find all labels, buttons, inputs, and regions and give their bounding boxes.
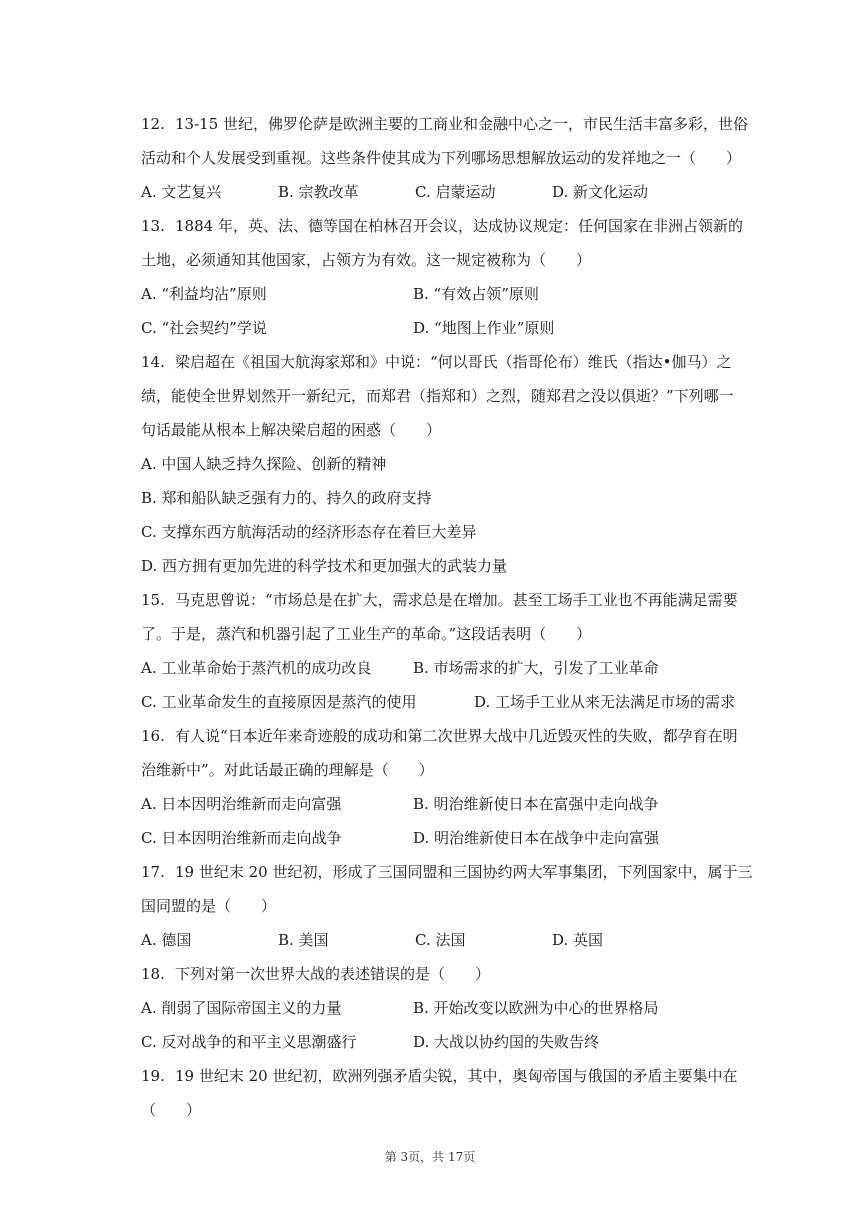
option-b: B. 明治维新使日本在富强中走向战争 xyxy=(413,795,659,813)
option-d: D. “地图上作业”原则 xyxy=(413,319,555,337)
question-15-line-1: 15. 马克思曾说：“市场总是在扩大，需求总是在增加。甚至工场手工业也不再能满足需要 xyxy=(141,583,753,617)
question-number: 12. xyxy=(141,115,165,133)
question-12-options xyxy=(141,175,753,209)
question-12-line-2: 活动和个人发展受到重视。这些条件使其成为下列哪场思想解放运动的发祥地之一（ ） xyxy=(141,149,742,167)
question-13-options-row-1 xyxy=(141,277,753,311)
option-d: D. 西方拥有更加先进的科学技术和更加强大的武装力量 xyxy=(141,557,508,575)
question-list xyxy=(141,107,753,1127)
option-d: D. 工场手工业从来无法满足市场的需求 xyxy=(474,693,736,711)
question-18-options-row-1 xyxy=(141,991,753,1025)
option-b: B. 宗教改革 xyxy=(278,183,359,201)
option-d: D. 新文化运动 xyxy=(552,183,649,201)
question-13-line-1: 13. 1884 年，英、法、德等国在柏林召开会议，达成协议规定：任何国家在非洲占领新的 xyxy=(141,209,753,243)
option-a: A. 工业革命始于蒸汽机的成功改良 xyxy=(141,659,372,677)
question-18-line-1: 18. 下列对第一次世界大战的表述错误的是（ ） xyxy=(141,957,753,991)
question-17-line-1: 17. 19 世纪末 20 世纪初，形成了三国同盟和三国协约两大军事集团，下列国家中，属于三 xyxy=(141,855,753,889)
option-b: B. 郑和船队缺乏强有力的、持久的政府支持 xyxy=(141,489,432,507)
option-c: C. “社会契约”学说 xyxy=(141,319,267,337)
question-13-line-2: 土地，必须通知其他国家，占领方为有效。这一规定被称为（ ） xyxy=(141,251,592,269)
option-d: D. 明治维新使日本在战争中走向富强 xyxy=(413,829,660,847)
option-c: C. 工业革命发生的直接原因是蒸汽的使用 xyxy=(141,693,417,711)
option-c: C. 法国 xyxy=(415,931,466,949)
option-c: C. 反对战争的和平主义思潮盛行 xyxy=(141,1033,357,1051)
question-number: 19. xyxy=(141,1067,165,1085)
option-b: B. 市场需求的扩大，引发了工业革命 xyxy=(413,659,659,677)
option-a: A. 文艺复兴 xyxy=(141,183,222,201)
question-15-options-row-2 xyxy=(141,685,753,719)
question-15-line-2: 了。于是，蒸汽和机器引起了工业生产的革命。”这段话表明（ ） xyxy=(141,625,592,643)
option-c: C. 支撑东西方航海活动的经济形态存在着巨大差异 xyxy=(141,523,477,541)
question-14-line-2: 绩，能使全世界划然开一新纪元，而郑君（指郑和）之烈，随郑君之没以俱逝？”下列哪一 xyxy=(141,387,734,405)
question-14-line-3: 句话最能从根本上解决梁启超的困惑（ ） xyxy=(141,421,442,439)
page-footer: 第 3页，共 17页 xyxy=(384,1150,476,1164)
question-16-line-1: 16. 有人说“日本近年来奇迹般的成功和第二次世界大战中几近毁灭性的失败，都孕育在明 xyxy=(141,719,753,753)
option-c: C. 启蒙运动 xyxy=(415,183,496,201)
question-number: 17. xyxy=(141,863,165,881)
option-b: B. 开始改变以欧洲为中心的世界格局 xyxy=(413,999,659,1017)
question-19-line-1: 19. 19 世纪末 20 世纪初，欧洲列强矛盾尖锐，其中，奥匈帝国与俄国的矛盾主要集中在 xyxy=(141,1059,753,1093)
question-number: 16. xyxy=(141,727,165,745)
question-12-line-1: 12. 13-15 世纪，佛罗伦萨是欧洲主要的工商业和金融中心之一，市民生活丰富多彩，世俗 xyxy=(141,107,753,141)
option-d: D. 大战以协约国的失败告终 xyxy=(413,1033,600,1051)
option-a: A. 削弱了国际帝国主义的力量 xyxy=(141,999,342,1017)
question-number: 18. xyxy=(141,965,165,983)
question-number: 15. xyxy=(141,591,165,609)
option-a: A. 中国人缺乏持久探险、创新的精神 xyxy=(141,455,387,473)
question-15-options-row-1 xyxy=(141,651,753,685)
option-a: A. “利益均沾”原则 xyxy=(141,285,267,303)
question-17-line-2: 国同盟的是（ ） xyxy=(141,897,277,915)
question-17-options xyxy=(141,923,753,957)
option-d: D. 英国 xyxy=(552,931,604,949)
option-c: C. 日本因明治维新而走向战争 xyxy=(141,829,342,847)
question-13-options-row-2 xyxy=(141,311,753,345)
option-b: B. 美国 xyxy=(278,931,329,949)
option-a: A. 德国 xyxy=(141,931,192,949)
question-16-line-2: 治维新中”。对此话最正确的理解是（ ） xyxy=(141,761,434,779)
question-number: 14. xyxy=(141,353,165,371)
option-b: B. “有效占领”原则 xyxy=(413,285,539,303)
option-a: A. 日本因明治维新而走向富强 xyxy=(141,795,342,813)
question-16-options-row-1 xyxy=(141,787,753,821)
question-16-options-row-2 xyxy=(141,821,753,855)
question-number: 13. xyxy=(141,217,165,235)
question-18-options-row-2 xyxy=(141,1025,753,1059)
question-19-line-2: （ ） xyxy=(141,1101,202,1119)
question-14-line-1: 14. 梁启超在《祖国大航海家郑和》中说：“何以哥氏（指哥伦布）维氏（指达•伽马）之 xyxy=(141,345,753,379)
